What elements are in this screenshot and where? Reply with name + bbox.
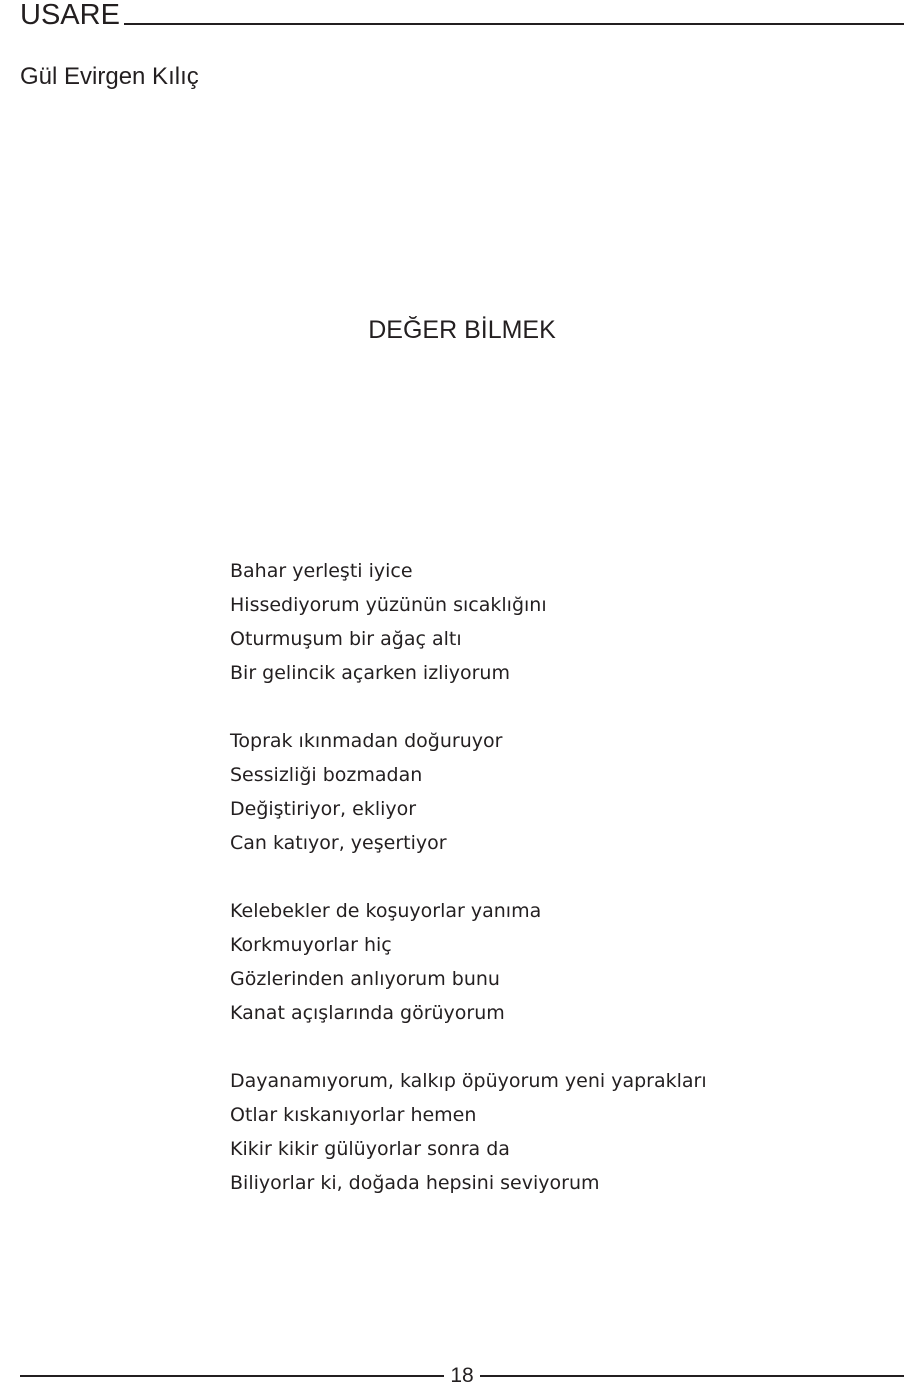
verse-line: Kelebekler de koşuyorlar yanıma <box>230 900 542 922</box>
verse-line: Hissediyorum yüzünün sıcaklığını <box>230 594 547 616</box>
header-rule <box>124 23 904 25</box>
verse-line: Sessizliği bozmadan <box>230 764 423 786</box>
verse-line: Dayanamıyorum, kalkıp öpüyorum yeni yaprakları <box>230 1070 707 1092</box>
verse-line: Bahar yerleşti iyice <box>230 560 413 582</box>
poem-title: DEĞER BİLMEK <box>368 316 556 344</box>
footer-rule-right <box>480 1375 904 1377</box>
journal-name: USARE <box>20 0 120 31</box>
stanza-4 <box>230 1064 707 1200</box>
page-footer <box>20 1362 904 1390</box>
stanza-1 <box>230 554 707 690</box>
verse-line: Otlar kıskanıyorlar hemen <box>230 1104 477 1126</box>
poem-body <box>230 554 707 1234</box>
verse-line: Bir gelincik açarken izliyorum <box>230 662 510 684</box>
page-header <box>20 0 904 30</box>
stanza-3 <box>230 894 707 1030</box>
stanza-2 <box>230 724 707 860</box>
author-name: Gül Evirgen Kılıç <box>20 63 199 90</box>
verse-line: Can katıyor, yeşertiyor <box>230 832 447 854</box>
verse-line: Biliyorlar ki, doğada hepsini seviyorum <box>230 1172 600 1194</box>
verse-line: Değiştiriyor, ekliyor <box>230 798 417 820</box>
verse-line: Oturmuşum bir ağaç altı <box>230 628 462 650</box>
page-number: 18 <box>450 1364 474 1387</box>
verse-line: Korkmuyorlar hiç <box>230 934 392 956</box>
verse-line: Kikir kikir gülüyorlar sonra da <box>230 1138 510 1160</box>
verse-line: Kanat açışlarında görüyorum <box>230 1002 505 1024</box>
verse-line: Toprak ıkınmadan doğuruyor <box>230 730 503 752</box>
footer-rule-left <box>20 1375 444 1377</box>
verse-line: Gözlerinden anlıyorum bunu <box>230 968 500 990</box>
